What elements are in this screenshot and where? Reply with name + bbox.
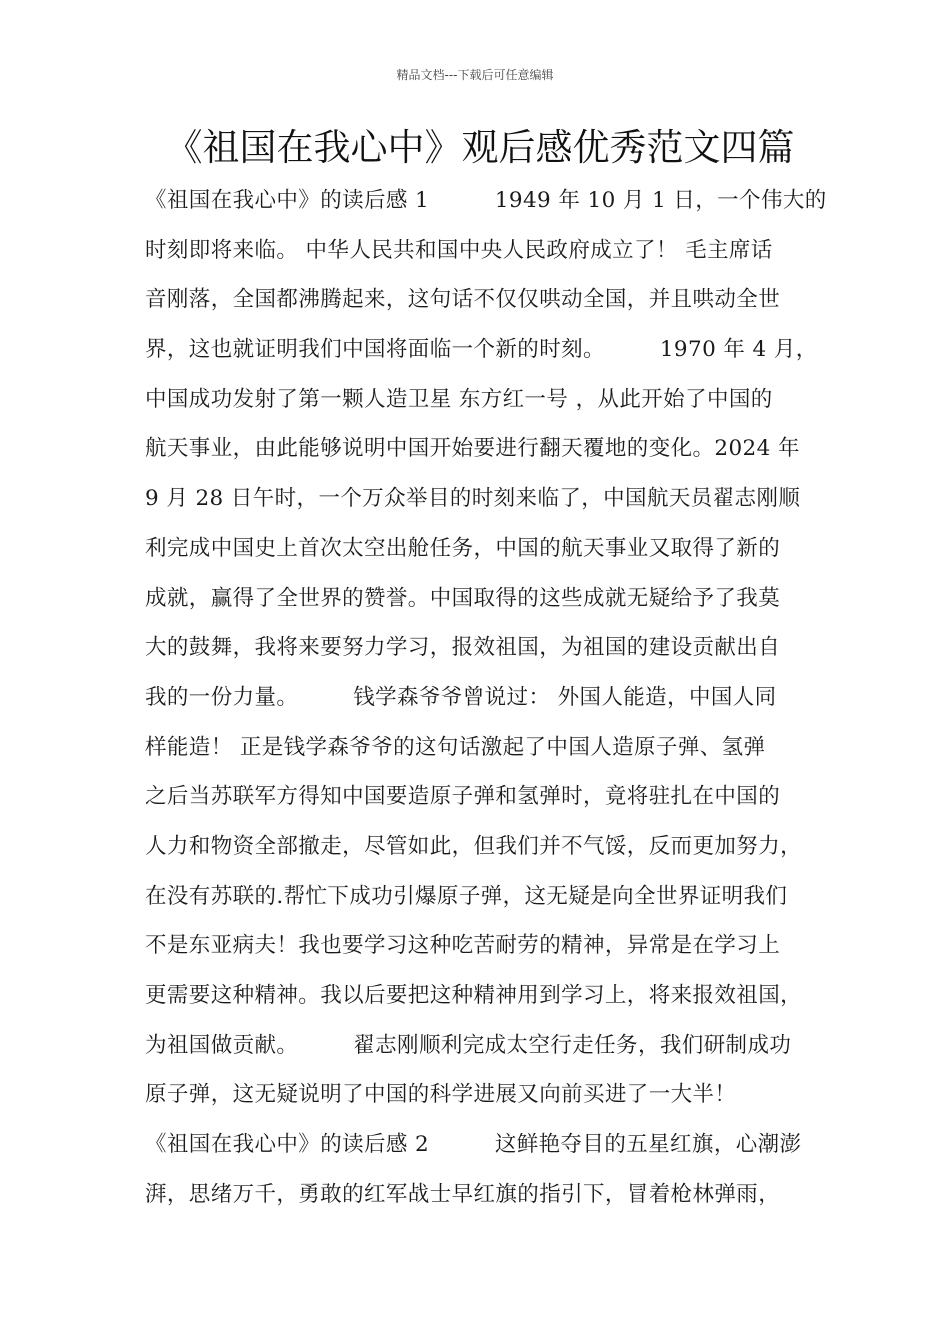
body-line: 人力和物资全部撤走，尽管如此，但我们并不气馁，反而更加努力， — [145, 833, 803, 859]
body-line: 利完成中国史上首次太空出舱任务，中国的航天事业又取得了新的 — [145, 535, 781, 561]
body-line: 样能造！ 正是钱学森爷爷的这句话激起了中国人造原子弹、氢弹 — [145, 734, 766, 760]
body-line: 大的鼓舞，我将来要努力学习，报效祖国，为祖国的建设贡献出自 — [145, 635, 781, 661]
document-body — [145, 181, 825, 1224]
body-line: 更需要这种精神。我以后要把这种精神用到学习上，将来报效祖国， — [145, 983, 803, 1008]
body-line: 时刻即将来临。 中华人民共和国中央人民政府成立了！ 毛主席话 — [145, 237, 773, 263]
body-line: 湃，思绪万千，勇敢的红军战士早红旗的指引下，冒着枪林弹雨， — [145, 1181, 781, 1207]
body-line: 9 月 28 日午时，一个万众举目的时刻来临了，中国航天员翟志刚顺 — [145, 486, 801, 512]
body-line: 《祖国在我心中》的读后感 2 这鲜艳夺目的五星红旗，心潮澎 — [145, 1132, 802, 1158]
document-title: 《祖国在我心中》观后感优秀范文四篇 — [165, 126, 795, 169]
body-line: 为祖国做贡献。 翟志刚顺利完成太空行走任务，我们研制成功 — [145, 1032, 792, 1058]
body-line: 我的一份力量。 钱学森爷爷曾说过： 外国人能造，中国人同 — [145, 684, 777, 710]
header-note: 精品文档---下载后可任意编辑 — [396, 68, 554, 82]
body-line: 《祖国在我心中》的读后感 1 1949 年 10 月 1 日，一个伟大的 — [145, 188, 827, 213]
body-line: 界，这也就证明我们中国将面临一个新的时刻。 1970 年 4 月， — [145, 337, 818, 363]
body-line: 航天事业，由此能够说明中国开始要进行翻天覆地的变化。2024 年 — [145, 436, 800, 462]
body-line: 不是东亚病夫！我也要学习这种吃苦耐劳的精神，异常是在学习上 — [145, 933, 781, 959]
body-line: 音刚落，全国都沸腾起来，这句话不仅仅哄动全国，并且哄动全世 — [145, 287, 781, 313]
body-line: 之后当苏联军方得知中国要造原子弹和氢弹时，竟将驻扎在中国的 — [145, 784, 781, 810]
body-line: 在没有苏联的.帮忙下成功引爆原子弹，这无疑是向全世界证明我们 — [145, 883, 788, 909]
body-line: 成就，赢得了全世界的赞誉。中国取得的这些成就无疑给予了我莫 — [145, 585, 781, 611]
body-line: 原子弹，这无疑说明了中国的科学进展又向前买进了一大半！ — [145, 1082, 737, 1108]
body-line: 中国成功发射了第一颗人造卫星 东方红一号 ，从此开始了中国的 — [145, 386, 773, 412]
